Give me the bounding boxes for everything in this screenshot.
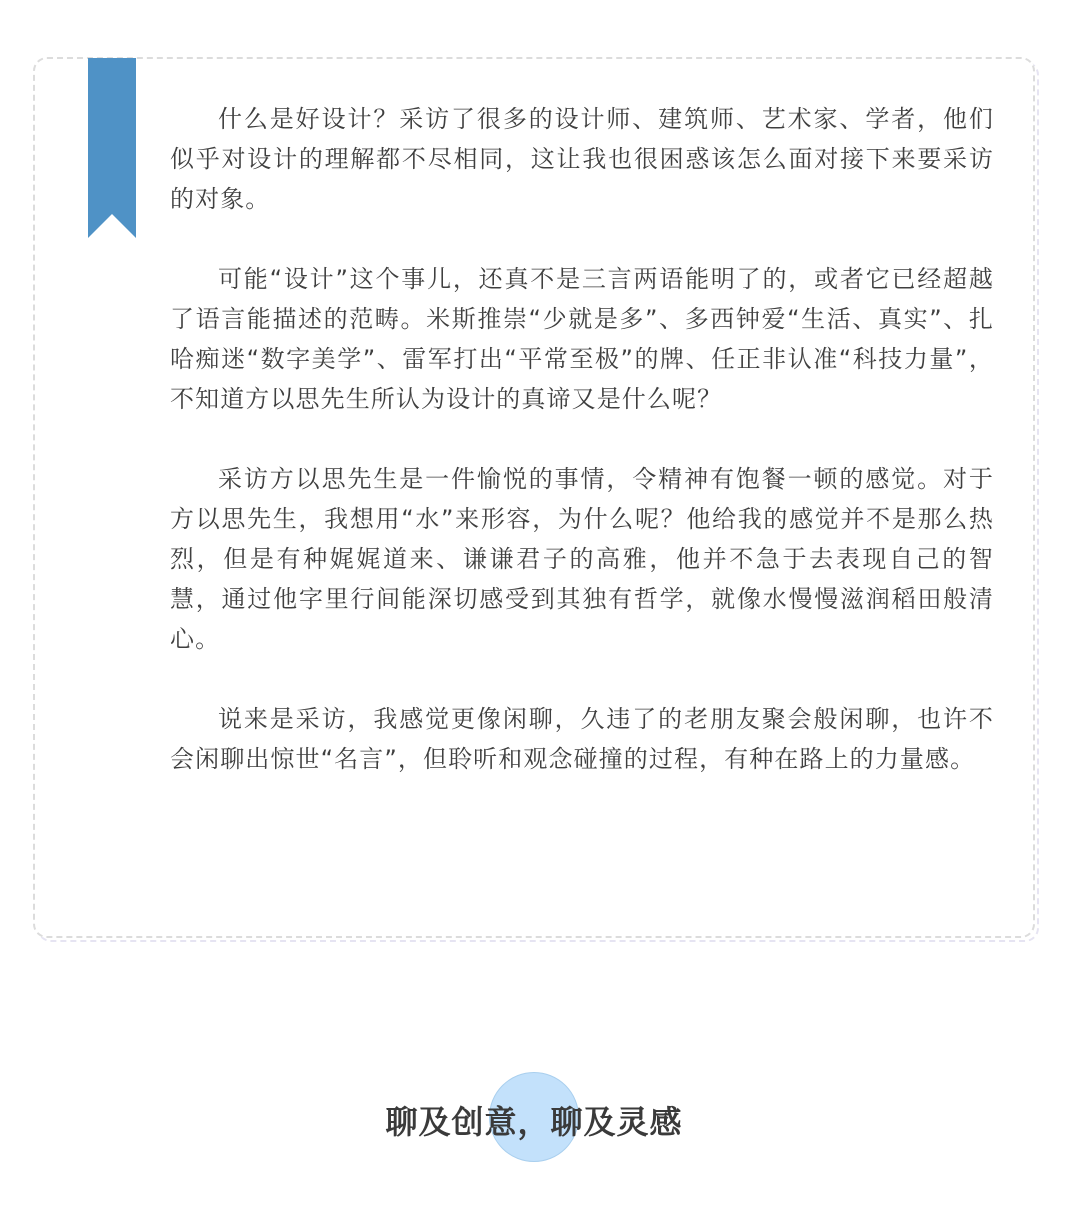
article-paragraph-3: 采访方以思先生是一件愉悦的事情，令精神有饱餐一顿的感觉。对于方以思先生，我想用“水”来形容，为什么呢？他给我的感觉并不是那么热烈，但是有种娓娓道来、谦谦君子的高雅，他并不急于去表现自己的智慧，通过他字里行间能深切感受到其独有哲学，就像水慢慢滋润稻田般清心。 <box>170 465 994 653</box>
article-paragraph-4: 说来是采访，我感觉更像闲聊，久违了的老朋友聚会般闲聊，也许不会闲聊出惊世“名言”，但聆听和观念碰撞的过程，有种在路上的力量感。 <box>170 705 994 773</box>
article-paragraph-2: 可能“设计”这个事儿，还真不是三言两语能明了的，或者它已经超越了语言能描述的范畴。米斯推崇“少就是多”、多西钟爱“生活、真实”、扎哈痴迷“数字美学”、雷军打出“平常至极”的牌、任正非认准“科技力量”，不知道方以思先生所认为设计的真谛又是什么呢？ <box>170 265 994 413</box>
bookmark-ribbon-icon <box>88 58 136 238</box>
article-paragraph-1: 什么是好设计？采访了很多的设计师、建筑师、艺术家、学者，他们似乎对设计的理解都不尽相同，这让我也很困惑该怎么面对接下来要采访的对象。 <box>170 105 994 213</box>
section-heading: 聊及创意，聊及灵感 <box>385 1103 683 1141</box>
article-body <box>170 99 994 819</box>
